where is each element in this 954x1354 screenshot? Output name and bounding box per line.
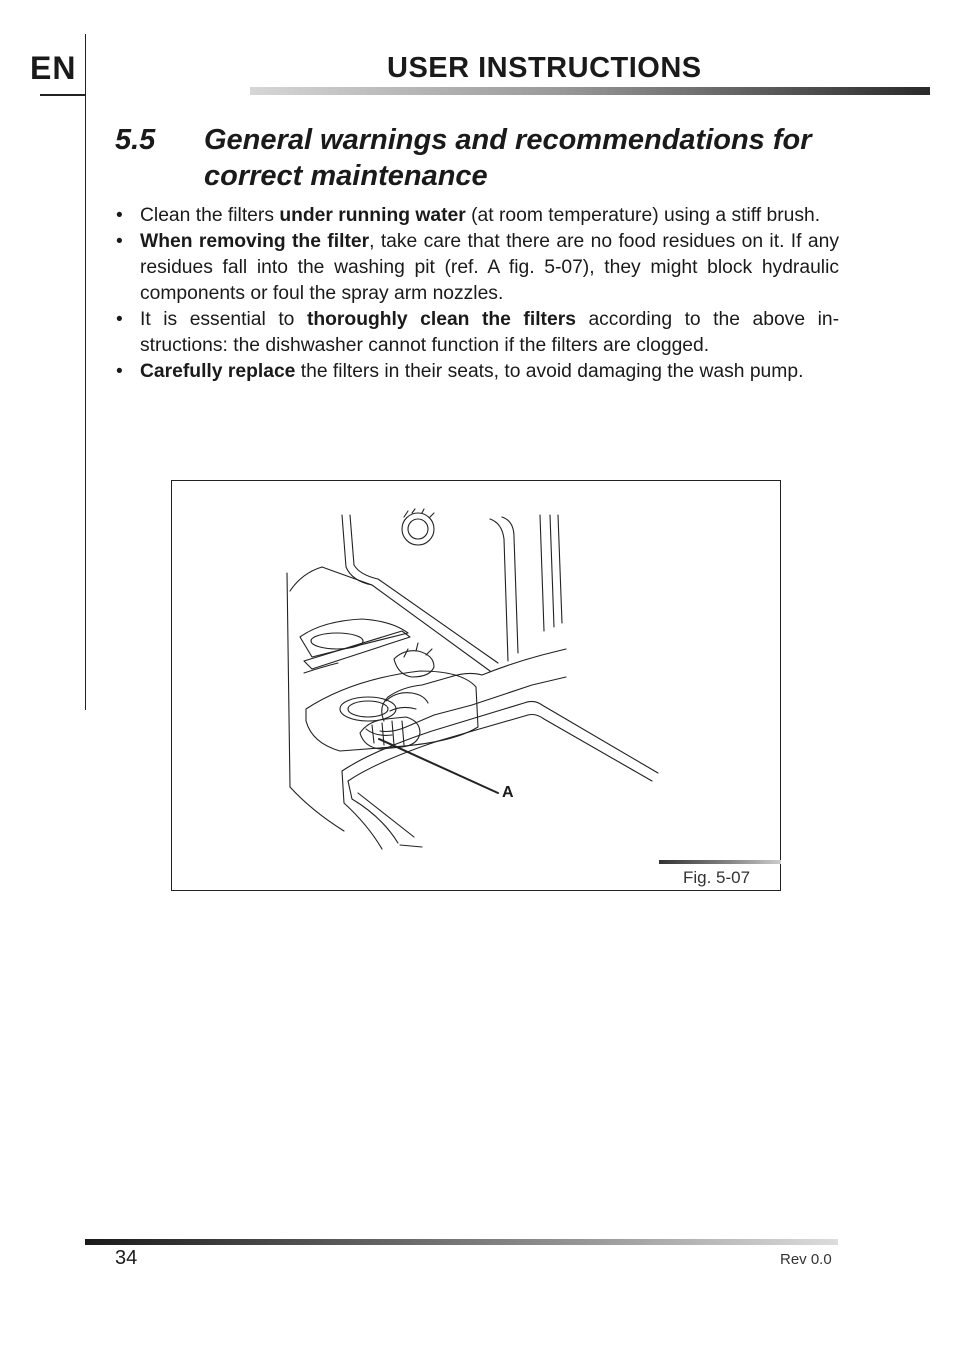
page-number: 34 (115, 1247, 138, 1269)
warnings-list (114, 203, 839, 385)
list-item (114, 307, 839, 359)
section-number: 5.5 (115, 124, 156, 156)
bullet-text: , take care that there are no food residues on it. If any residues fall into the washing pit (ref. A fig. 5-07), they might block hydraulic components or foul the spray arm nozzles. (140, 231, 839, 304)
figure-frame (171, 480, 781, 891)
bullet-text: (at room temperature) using a stiff brush. (465, 205, 821, 226)
dishwasher-filter-illustration (172, 481, 780, 890)
figure-caption-rule (659, 860, 781, 864)
footer-rule (85, 1239, 838, 1245)
language-code-underline (40, 94, 86, 96)
bullet-emphasis: under running water (279, 205, 466, 226)
bullet-emphasis: Carefully replace (140, 361, 296, 382)
bullet-emphasis: thoroughly clean the filters (306, 309, 576, 330)
list-item (114, 229, 839, 307)
bullet-text: according to the above in-structions: the dishwasher cannot function if the filters are clogged. (140, 309, 840, 356)
revision-label: Rev 0.0 (780, 1251, 832, 1268)
figure-caption: Fig. 5-07 (683, 868, 751, 887)
bullet-icon: • (116, 309, 123, 330)
section-title: General warnings and recommendations for correct maintenance (204, 124, 812, 192)
bullet-text: Clean the filters (140, 205, 280, 226)
list-item (114, 359, 839, 385)
callout-label-a: A (502, 784, 514, 801)
margin-vertical-line (85, 34, 86, 710)
bullet-icon: • (116, 361, 123, 382)
language-code: EN (30, 50, 77, 86)
bullet-text: the filters in their seats, to avoid damaging the wash pump. (295, 361, 804, 382)
bullet-emphasis: When removing the filter (140, 231, 370, 252)
bullet-icon: • (116, 205, 123, 226)
header-title: USER INSTRUCTIONS (387, 52, 702, 84)
bullet-text: It is essential to (140, 309, 307, 330)
header-rule (250, 87, 930, 95)
list-item (114, 203, 839, 229)
bullet-icon: • (116, 231, 123, 252)
